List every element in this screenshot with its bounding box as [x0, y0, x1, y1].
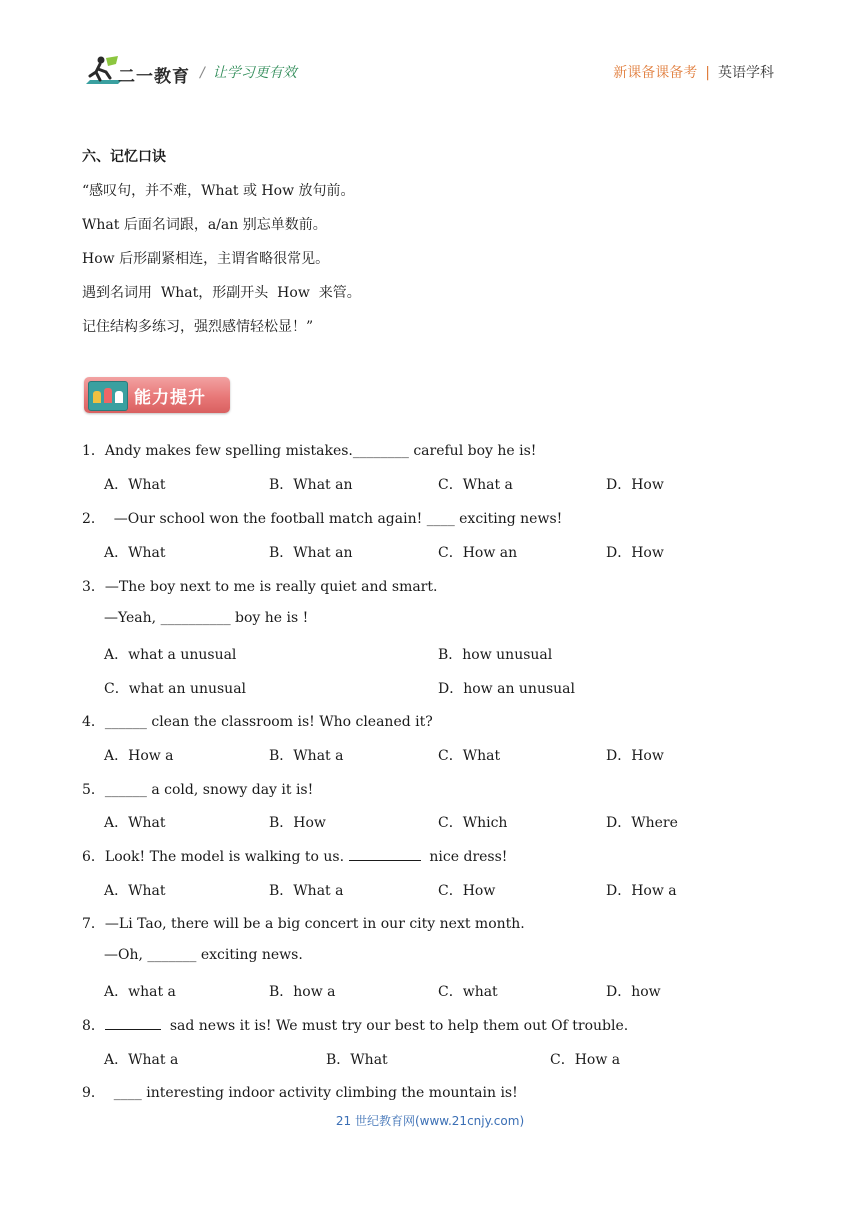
question-stem: 2． —Our school won the football match again! ____ exciting news!: [82, 511, 563, 527]
option: A．How a: [104, 748, 174, 764]
answer-blank: [349, 847, 421, 861]
question-stem: [82, 846, 507, 866]
header-subject: 英语学科: [718, 65, 774, 81]
option: D．Where: [606, 815, 678, 831]
question-stem: 3．—The boy next to me is really quiet and smart.: [82, 579, 438, 595]
option: C．Which: [438, 815, 508, 831]
answer-blank: [105, 1016, 161, 1030]
option: B．What: [326, 1052, 388, 1068]
question-stem-pre: 6．Look! The model is walking to us.: [82, 849, 349, 865]
question-stem-post: nice dress!: [420, 849, 508, 865]
question-stem-reply: —Oh, _______ exciting news.: [104, 947, 303, 963]
option: D．How: [606, 748, 664, 764]
option: C．How: [438, 883, 496, 899]
question-stem-post: sad news it is! We must try our best to help them out Of trouble.: [160, 1018, 629, 1034]
option: C．what an unusual: [104, 681, 247, 697]
slogan: / 让学习更有效: [200, 65, 297, 81]
question-stem: 7．—Li Tao, there will be a big concert in our city next month.: [82, 916, 525, 932]
memory-line: 记住结构多练习，强烈感情轻松显！”: [82, 319, 314, 335]
question-stem: 9． ____ interesting indoor activity climbing the mountain is!: [82, 1085, 518, 1101]
badge-label: 能力提升: [134, 388, 206, 408]
option: A．What a: [104, 1052, 179, 1068]
question-stem-pre: 8．: [82, 1018, 105, 1034]
option: B．how unusual: [438, 647, 553, 663]
option: D．How: [606, 477, 664, 493]
page-footer: 21 世纪教育网(www.21cnjy.com): [335, 1114, 525, 1128]
option: D．how: [606, 984, 661, 1000]
option: C．What: [438, 748, 501, 764]
memory-line: “感叹句，并不难，What 或 How 放句前。: [82, 183, 355, 199]
header-course-label: 新课备课备考: [613, 65, 698, 81]
option: D．how an unusual: [438, 681, 575, 697]
option: C．What a: [438, 477, 513, 493]
logo-text: 二一教育: [118, 67, 190, 87]
question-stem: [82, 1015, 628, 1035]
option: B．What an: [269, 477, 353, 493]
option: C．How a: [550, 1052, 621, 1068]
option: B．What a: [269, 883, 344, 899]
header-separator: |: [705, 65, 710, 81]
option: A．What: [104, 477, 166, 493]
people-icon: [88, 381, 128, 411]
option: B．How: [269, 815, 326, 831]
memory-line: How 后形副紧相连，主谓省略很常见。: [82, 251, 330, 267]
header-right: [613, 62, 774, 82]
option: A．What: [104, 883, 166, 899]
question-stem: 5．______ a cold, snowy day it is!: [82, 782, 314, 798]
memory-line: 遇到名词用 What，形副开头 How 来管。: [82, 285, 361, 301]
page-header: [0, 0, 860, 110]
option: A．what a: [104, 984, 176, 1000]
option: D．How: [606, 545, 664, 561]
option: B．What a: [269, 748, 344, 764]
option: C．How an: [438, 545, 518, 561]
ability-badge: [84, 377, 230, 413]
question-stem: 4．______ clean the classroom is! Who cleaned it?: [82, 714, 433, 730]
slogan-text: 让学习更有效: [212, 65, 297, 81]
question-stem: 1．Andy makes few spelling mistakes.________ careful boy he is!: [82, 443, 537, 459]
option: A．What: [104, 815, 166, 831]
option: D．How a: [606, 883, 677, 899]
question-stem-reply: —Yeah, __________ boy he is !: [104, 610, 309, 626]
memory-line: What 后面名词跟，a/an 别忘单数前。: [82, 217, 327, 233]
option: A．What: [104, 545, 166, 561]
option: B．What an: [269, 545, 353, 561]
memory-title: 六、记忆口诀: [82, 149, 166, 165]
option: C．what: [438, 984, 498, 1000]
option: B．how a: [269, 984, 336, 1000]
option: A．what a unusual: [104, 647, 237, 663]
